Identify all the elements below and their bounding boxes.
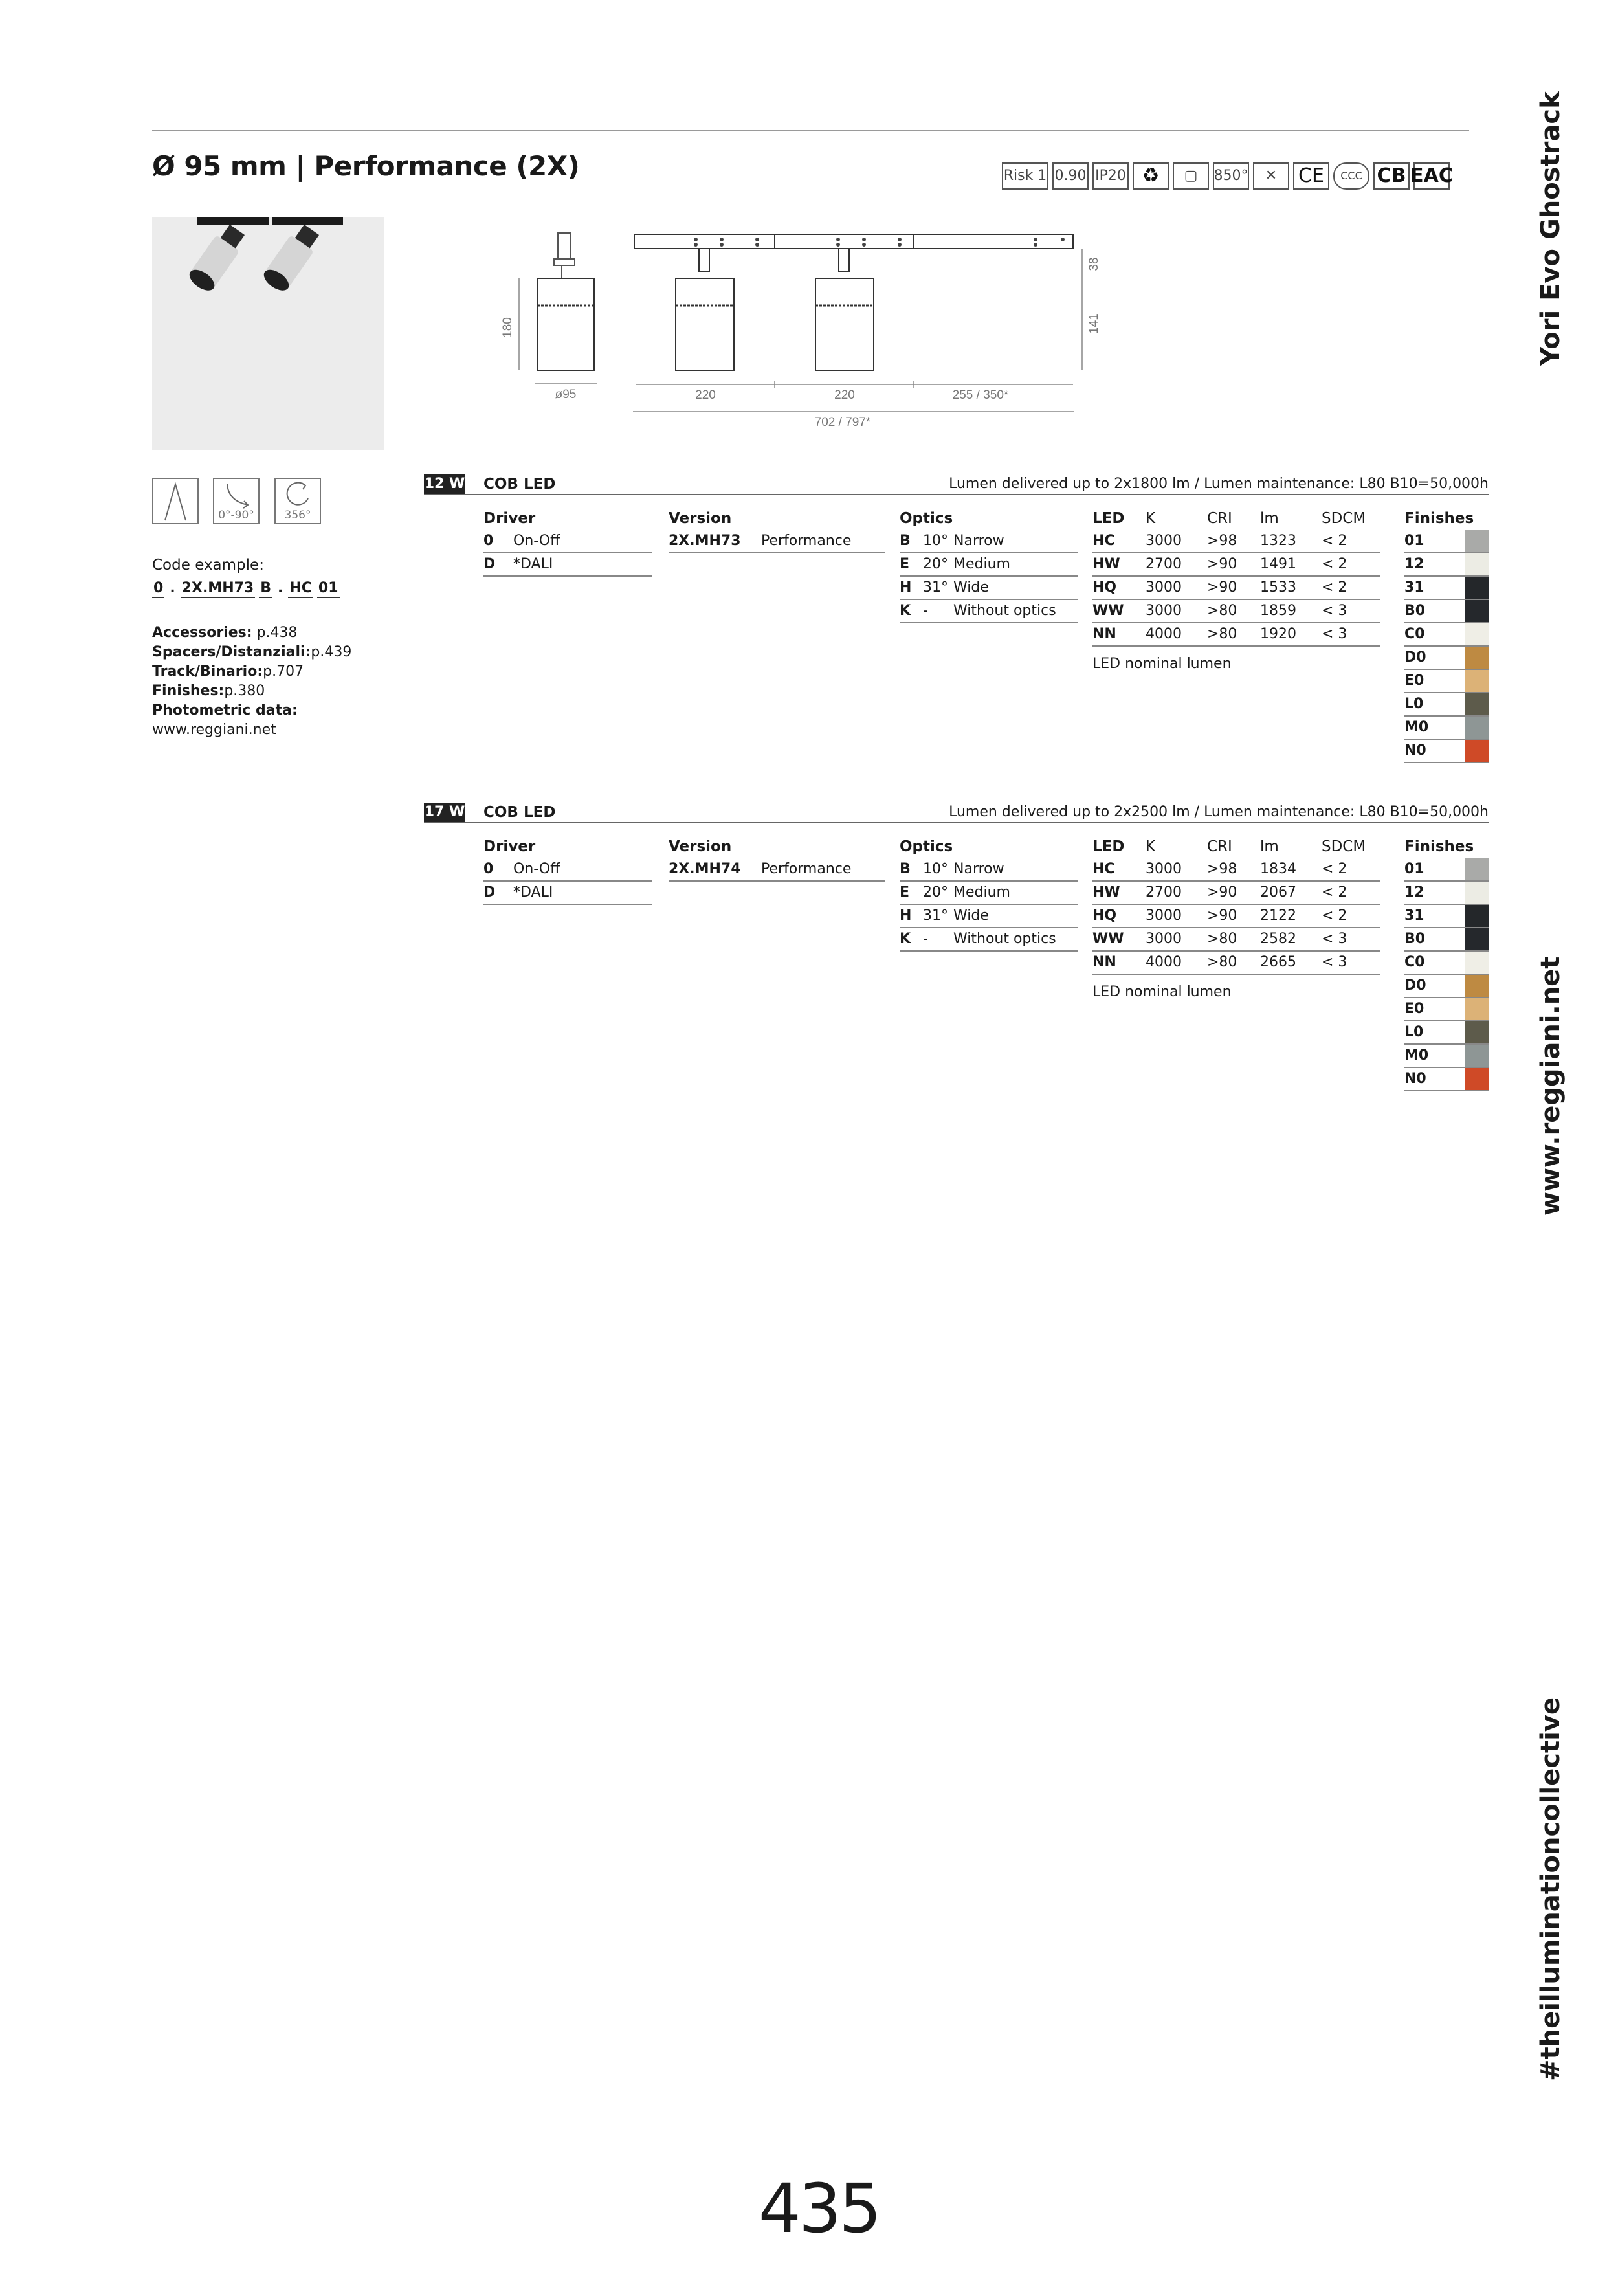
cb-cert-icon: CB — [1373, 162, 1410, 190]
dim-d95: ø95 — [555, 388, 577, 401]
side-website: www.reggiani.net — [1536, 956, 1566, 1216]
driver-row: 0 On-Off — [483, 530, 652, 553]
lumen-info: Lumen delivered up to 2x2500 lm / Lumen maintenance: L80 B10=50,000h — [949, 804, 1489, 820]
rotate-label: 356° — [284, 508, 311, 522]
beam-icon — [152, 478, 199, 524]
finish-swatch — [1465, 530, 1489, 552]
finish-row: N0 — [1404, 1068, 1489, 1091]
finish-swatch — [1465, 740, 1489, 762]
finish-row: C0 — [1404, 952, 1489, 975]
finish-swatch — [1465, 1045, 1489, 1067]
temp-cert-icon: 850° — [1213, 162, 1249, 190]
finish-row: D0 — [1404, 647, 1489, 670]
version-column — [669, 507, 885, 553]
led-column — [1092, 835, 1380, 1001]
website-link[interactable]: www.reggiani.net — [152, 722, 276, 738]
finishes-header: Finishes — [1404, 510, 1474, 527]
finish-row: L0 — [1404, 693, 1489, 717]
optics-row: B 10° Narrow — [900, 530, 1078, 553]
code-part: HC — [288, 580, 313, 598]
finish-row: 31 — [1404, 905, 1489, 928]
led-row: HC 3000 >98 1834 < 2 — [1092, 858, 1380, 882]
technical-drawing — [492, 220, 1113, 440]
finish-row: B0 — [1404, 928, 1489, 952]
code-part: 01 — [317, 580, 340, 598]
led-row: HQ 3000 >90 1533 < 2 — [1092, 577, 1380, 600]
led-row: WW 3000 >80 1859 < 3 — [1092, 600, 1380, 623]
driver-row: D *DALI — [483, 882, 652, 905]
finish-swatch — [1465, 647, 1489, 669]
finish-swatch — [1465, 952, 1489, 974]
driver-column — [483, 835, 652, 905]
finish-swatch — [1465, 623, 1489, 645]
finish-swatch — [1465, 928, 1489, 950]
finish-swatch — [1465, 1021, 1489, 1043]
optics-row: K - Without optics — [900, 600, 1078, 623]
driver-header: Driver — [483, 838, 536, 855]
version-header: Version — [669, 838, 732, 855]
weight-cert-icon: 0.90 — [1052, 162, 1089, 190]
led-header: LED K CRI lm SDCM — [1092, 838, 1366, 855]
optics-column — [900, 507, 1078, 623]
led-row: HQ 3000 >90 2122 < 2 — [1092, 905, 1380, 928]
led-nominal-note: LED nominal lumen — [1092, 984, 1232, 1000]
led-row: WW 3000 >80 2582 < 3 — [1092, 928, 1380, 952]
finish-row: 12 — [1404, 553, 1489, 577]
finish-row: 01 — [1404, 530, 1489, 553]
led-row: HC 3000 >98 1323 < 2 — [1092, 530, 1380, 553]
finish-swatch — [1465, 1068, 1489, 1090]
references: Accessories: p.438 Spacers/Distanziali:p.439 Track/Binario:p.707 Finishes:p.380 Photometric data: www.reggiani.net — [152, 623, 351, 740]
ip-cert-icon: IP20 — [1092, 162, 1129, 190]
finishes-column — [1404, 507, 1489, 763]
product-section — [424, 803, 1489, 1087]
finish-swatch — [1465, 882, 1489, 904]
version-row: 2X.MH73 Performance — [669, 530, 885, 553]
optics-header: Optics — [900, 510, 953, 527]
finish-swatch — [1465, 998, 1489, 1020]
led-nominal-note: LED nominal lumen — [1092, 656, 1232, 672]
finish-row: 31 — [1404, 577, 1489, 600]
top-rule — [152, 130, 1469, 131]
lumen-info: Lumen delivered up to 2x1800 lm / Lumen maintenance: L80 B10=50,000h — [949, 476, 1489, 492]
ccc-cert-icon: CCC — [1333, 162, 1369, 190]
finish-row: C0 — [1404, 623, 1489, 647]
code-example — [152, 580, 344, 598]
finish-swatch — [1465, 553, 1489, 575]
dim-255: 255 / 350* — [952, 388, 1009, 402]
led-row: HW 2700 >90 1491 < 2 — [1092, 553, 1380, 577]
finish-swatch — [1465, 577, 1489, 599]
version-row: 2X.MH74 Performance — [669, 858, 885, 882]
cob-label: COB LED — [483, 476, 556, 493]
optics-row: H 31° Wide — [900, 577, 1078, 600]
class2-cert-icon: ▢ — [1173, 162, 1209, 190]
cob-label: COB LED — [483, 804, 556, 821]
led-row: NN 4000 >80 1920 < 3 — [1092, 623, 1380, 647]
page-number: 435 — [758, 2169, 880, 2248]
finish-swatch — [1465, 717, 1489, 739]
led-row: NN 4000 >80 2665 < 3 — [1092, 952, 1380, 975]
led-header: LED K CRI lm SDCM — [1092, 510, 1366, 527]
code-sep: . — [278, 580, 283, 596]
section-header — [424, 474, 1489, 495]
risk-cert-icon: Risk 1 — [1002, 162, 1048, 190]
side-product-name: Yori Evo Ghostrack — [1536, 91, 1566, 366]
finish-row: E0 — [1404, 670, 1489, 693]
dim-38: 38 — [1087, 257, 1101, 271]
code-part: B — [259, 580, 272, 598]
driver-row: 0 On-Off — [483, 858, 652, 882]
finish-row: M0 — [1404, 1045, 1489, 1068]
code-part: 2X.MH73 — [181, 580, 256, 598]
finish-swatch — [1465, 670, 1489, 692]
wattage-badge: 17 W — [424, 803, 465, 822]
finish-swatch — [1465, 905, 1489, 927]
finishes-header: Finishes — [1404, 838, 1474, 855]
driver-column — [483, 507, 652, 577]
optics-row: E 20° Medium — [900, 553, 1078, 577]
optics-row: B 10° Narrow — [900, 858, 1078, 882]
dim-220-a: 220 — [695, 388, 716, 402]
no-halo-cert-icon: ✕ — [1253, 162, 1289, 190]
version-column — [669, 835, 885, 882]
led-row: HW 2700 >90 2067 < 2 — [1092, 882, 1380, 905]
code-sep: . — [170, 580, 175, 596]
product-photo — [152, 217, 384, 450]
driver-row: D *DALI — [483, 553, 652, 577]
rotate-icon — [274, 478, 321, 524]
tilt-label: 0°-90° — [218, 508, 254, 522]
wattage-badge: 12 W — [424, 474, 465, 494]
recycle-cert-icon: ♻ — [1133, 162, 1169, 190]
ce-cert-icon: CE — [1293, 162, 1329, 190]
optics-row: H 31° Wide — [900, 905, 1078, 928]
finish-row: L0 — [1404, 1021, 1489, 1045]
version-header: Version — [669, 510, 732, 527]
finish-row: E0 — [1404, 998, 1489, 1021]
finish-swatch — [1465, 693, 1489, 715]
side-hashtag: #theilluminationcollective — [1536, 1697, 1566, 2081]
finish-row: D0 — [1404, 975, 1489, 998]
eac-cert-icon: EAC — [1413, 162, 1450, 190]
finishes-column — [1404, 835, 1489, 1091]
page-title: Ø 95 mm | Performance (2X) — [152, 150, 580, 182]
product-section — [424, 474, 1489, 759]
tilt-icon — [213, 478, 260, 524]
dim-141: 141 — [1087, 313, 1101, 334]
optics-header: Optics — [900, 838, 953, 855]
code-part: 0 — [152, 580, 164, 598]
finish-row: B0 — [1404, 600, 1489, 623]
finish-swatch — [1465, 858, 1489, 880]
optics-row: E 20° Medium — [900, 882, 1078, 905]
finish-row: 01 — [1404, 858, 1489, 882]
led-column — [1092, 507, 1380, 673]
finish-row: 12 — [1404, 882, 1489, 905]
optics-row: K - Without optics — [900, 928, 1078, 952]
dim-220-b: 220 — [834, 388, 855, 402]
optics-column — [900, 835, 1078, 952]
driver-header: Driver — [483, 510, 536, 527]
finish-row: N0 — [1404, 740, 1489, 763]
finish-swatch — [1465, 600, 1489, 622]
finish-row: M0 — [1404, 717, 1489, 740]
dim-total: 702 / 797* — [814, 416, 871, 429]
finish-swatch — [1465, 975, 1489, 997]
code-example-label: Code example: — [152, 557, 264, 574]
dim-180: 180 — [501, 317, 515, 338]
section-header — [424, 803, 1489, 823]
